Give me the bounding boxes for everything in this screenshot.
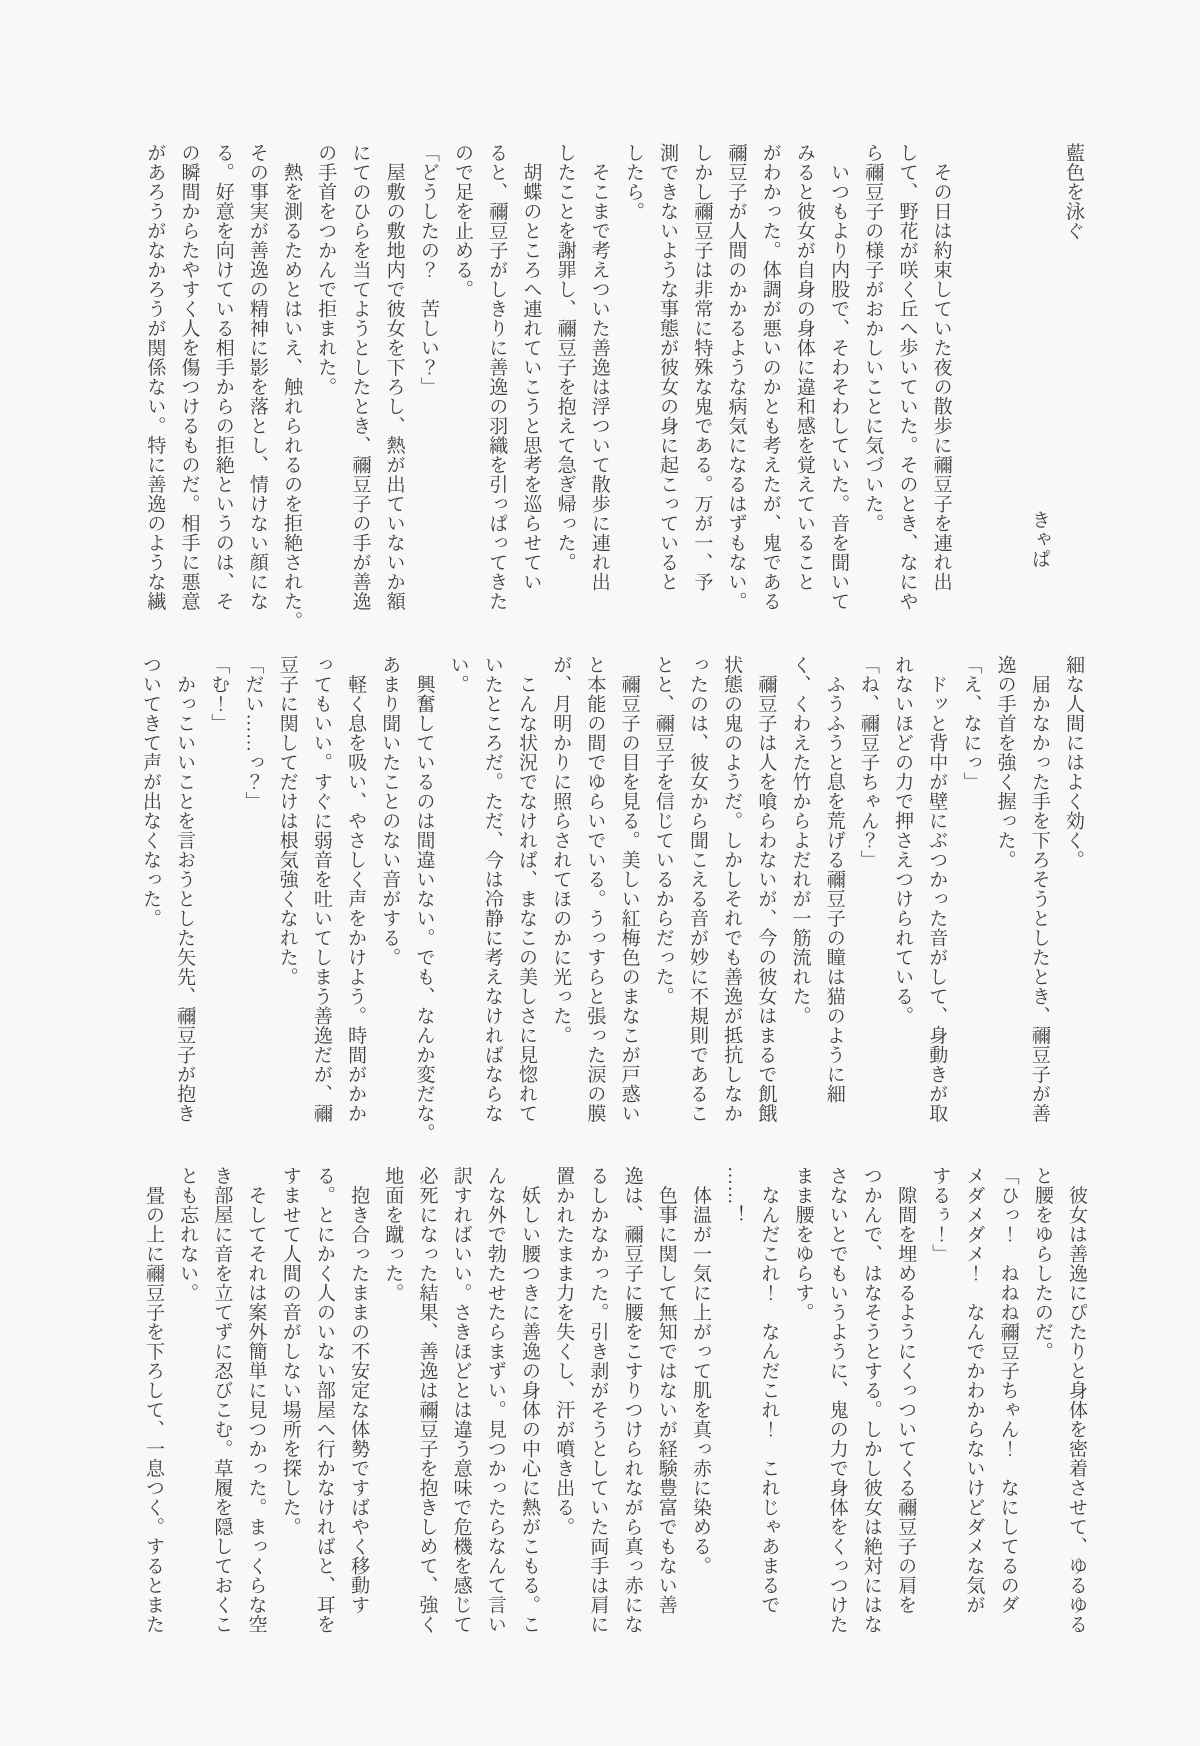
text-line: き部屋に音を立てずに忍びこむ。草履を隠しておくこ <box>211 1166 233 1634</box>
text-line: 禰豆子が人間のかかるような病気になるはずもない。 <box>725 143 747 611</box>
text-line: ついてきて声が出なくなった。 <box>139 655 161 928</box>
text-line: 妖しい腰つきに善逸の身体の中心に熱がこもる。こ <box>519 1166 540 1634</box>
text-line: そこまで考えついた善逸は浮ついて散歩に連れ出 <box>588 143 610 592</box>
text-line: ので足を止める。 <box>452 143 473 299</box>
text-line: 隙間を埋めるようにくっついてくる禰豆子の肩を <box>895 1166 917 1615</box>
text-block-middle <box>133 655 1090 1175</box>
text-line: 置かれたまま力を失くし、汗が噴き出る。 <box>553 1166 575 1537</box>
text-line: 畳の上に禰豆子を下ろして、一息つく。するとまた <box>142 1166 164 1634</box>
text-line: るしかなかった。引き剥がそうとしていた両手は肩に <box>587 1166 609 1634</box>
text-line: 「ひっ！ ねねね禰豆子ちゃん！ なにしてるのダ <box>997 1166 1019 1615</box>
text-line: つかんで、はなそうとする。しかし彼女は絶対にはな <box>860 1166 882 1634</box>
text-line: いつもより内股で、そわそわしていた。音を聞いて <box>828 143 850 611</box>
text-line: 測できないような事態が彼女の身に起こっていると <box>657 143 679 592</box>
text-line: 色事に関して無知ではないが経験豊富でもない善 <box>655 1166 677 1615</box>
text-line: 「だい……っ？」 <box>242 655 264 811</box>
text-line: するぅ！」 <box>929 1166 951 1264</box>
text-line: 逸の手首を強く握った。 <box>994 655 1016 870</box>
text-line: 胡蝶のところへ連れていこうと思考を巡らせてい <box>520 143 542 592</box>
text-line: 屋敷の敷地内で彼女を下ろし、熱が出ていないか額 <box>383 143 405 611</box>
text-line: したことを謝罪し、禰豆子を抱えて急ぎ帰った。 <box>554 143 576 572</box>
text-line: ら禰豆子の様子がおかしいことに気づいた。 <box>862 143 884 533</box>
text-line: の瞬間からたやすく人を傷つけるものだ。相手に悪意 <box>178 143 200 611</box>
text-line: 届かなかった手を下ろそうとしたとき、禰豆子が善 <box>1028 655 1050 1123</box>
text-line: く、くわえた竹からよだれが一筋流れた。 <box>789 655 811 1026</box>
text-line: 「む！」 <box>208 655 230 733</box>
text-line: 必死になった結果、善逸は禰豆子を抱きしめて、強く <box>416 1166 438 1634</box>
text-line: すませて人間の音がしない場所を探した。 <box>279 1166 301 1537</box>
text-line: その日は約束していた夜の散歩に禰豆子を連れ出 <box>930 143 952 592</box>
text-line: 「ね、禰豆子ちゃん？」 <box>857 655 879 870</box>
text-line: んな外で勃たせたらまずい。見つかったらなんて言い <box>484 1166 506 1634</box>
text-line: とと、禰豆子を信じているからだった。 <box>652 655 674 1006</box>
text-line: がわかった。体調が悪いのかとも考えたが、鬼である <box>759 143 781 611</box>
text-line: ると、禰豆子がしきりに善逸の羽織を引っぱってきた <box>486 143 508 611</box>
text-line: みると彼女が自身の身体に違和感を覚えていること <box>793 143 815 592</box>
text-line: 「え、なにっ」 <box>960 655 982 792</box>
text-line: があろうがなかろうが関係ない。特に善逸のような繊 <box>144 143 166 611</box>
text-line: して、野花が咲く丘へ歩いていた。そのとき、なにや <box>896 143 918 611</box>
text-line: い。 <box>447 655 469 694</box>
text-line: れないほどの力で押さえつけられている。 <box>892 655 914 1026</box>
text-line: 「どうしたの？ 苦しい？」 <box>417 143 439 397</box>
text-line: しかし禰豆子は非常に特殊な鬼である。万が一、予 <box>691 143 713 592</box>
body-text-bottom <box>136 1166 1093 1686</box>
text-line: が、月明かりに照らされてほのかに光った。 <box>550 655 572 1045</box>
text-line: 体温が一気に上がって肌を真っ赤に染める。 <box>689 1166 711 1576</box>
text-line: る。好意を向けている相手からの拒絶というのは、そ <box>212 143 234 611</box>
text-line: ドッと背中が壁にぶつかった音がして、身動きが取 <box>926 655 948 1123</box>
text-line: る。とにかく人のいない部屋へ行かなければと、耳を <box>313 1166 335 1634</box>
text-line: 抱き合ったままの不安定な体勢ですばやく移動す <box>348 1166 370 1615</box>
body-text-middle <box>133 655 1090 1175</box>
text-line: 熱を測るためとはいえ、触れられるのを拒絶された。 <box>281 143 303 631</box>
text-line: こんな状況でなければ、まなこの美しさに見惚れて <box>516 655 537 1123</box>
text-line: と腰をゆらしたのだ。 <box>1031 1166 1053 1361</box>
text-line: いたところだ。ただ、今は冷静に考えなければならな <box>481 655 503 1123</box>
page-title: 藍色を泳ぐ <box>1063 143 1084 241</box>
text-line: と本能の間でゆらいでいる。うっすらと張った涙の膜 <box>584 655 606 1123</box>
text-line: 地面を蹴った。 <box>382 1166 404 1303</box>
text-line: の手首をつかんで拒まれた。 <box>315 143 337 397</box>
text-line: メダメダメ！ なんでかわからないけどダメな気が <box>963 1166 985 1615</box>
text-line: 軽く息を吸い、やさしく声をかけよう。時間がかか <box>345 655 367 1123</box>
text-line: 訳すればいい。さきほどとは違う意味で危機を感じて <box>450 1166 472 1634</box>
text-block-top <box>137 143 1090 663</box>
text-line: 興奮しているのは間違いない。でも、なんか変だな。 <box>413 655 435 1143</box>
text-line: したら。 <box>622 143 644 221</box>
text-line: ……！ <box>724 1166 746 1225</box>
text-line: にてのひらを当てようとしたとき、禰豆子の手が善逸 <box>349 143 371 611</box>
text-line: ってもいい。すぐに弱音を吐いてしまう善逸だが、禰 <box>310 655 332 1123</box>
text-line: かっこいいことを言おうとした矢先、禰豆子が抱き <box>174 655 196 1123</box>
text-line: ふうふうと息を荒げる禰豆子の瞳は猫のように細 <box>823 655 845 1104</box>
text-line: 細な人間にはよく効く。 <box>1063 655 1084 870</box>
author-name: きゃぱ <box>1028 510 1050 569</box>
text-line: ったのは、彼女から聞こえる音が妙に不規則であるこ <box>686 655 708 1123</box>
text-line: まま腰をゆらす。 <box>792 1166 814 1322</box>
text-line: さないとでもいうように、鬼の力で身体をくっつけた <box>826 1166 848 1634</box>
text-line: 禰豆子は人を喰らわないが、今の彼女はまるで飢餓 <box>755 655 777 1123</box>
text-line: 状態の鬼のようだ。しかしそれでも善逸が抵抗しなか <box>721 655 743 1123</box>
body-text-top <box>137 143 958 663</box>
text-line: 彼女は善逸にぴたりと身体を密着させて、ゆるゆる <box>1066 1166 1087 1634</box>
text-line: 豆子に関してだけは根気強くなれた。 <box>276 655 298 987</box>
text-line: その事実が善逸の精神に影を落とし、情けない顔にな <box>246 143 268 611</box>
text-line: なんだこれ！ なんだこれ！ これじゃあまるで <box>758 1166 780 1615</box>
text-line: 逸は、禰豆子に腰をこすりつけられながら真っ赤にな <box>621 1166 643 1634</box>
text-line: 禰豆子の目を見る。美しい紅梅色のまなこが戸惑い <box>618 655 640 1123</box>
text-line: そしてそれは案外簡単に見つかった。まっくらな空 <box>245 1166 267 1634</box>
text-line: とも忘れない。 <box>177 1166 199 1303</box>
text-line: あまり聞いたことのない音がする。 <box>379 655 401 967</box>
text-block-bottom <box>136 1166 1093 1686</box>
